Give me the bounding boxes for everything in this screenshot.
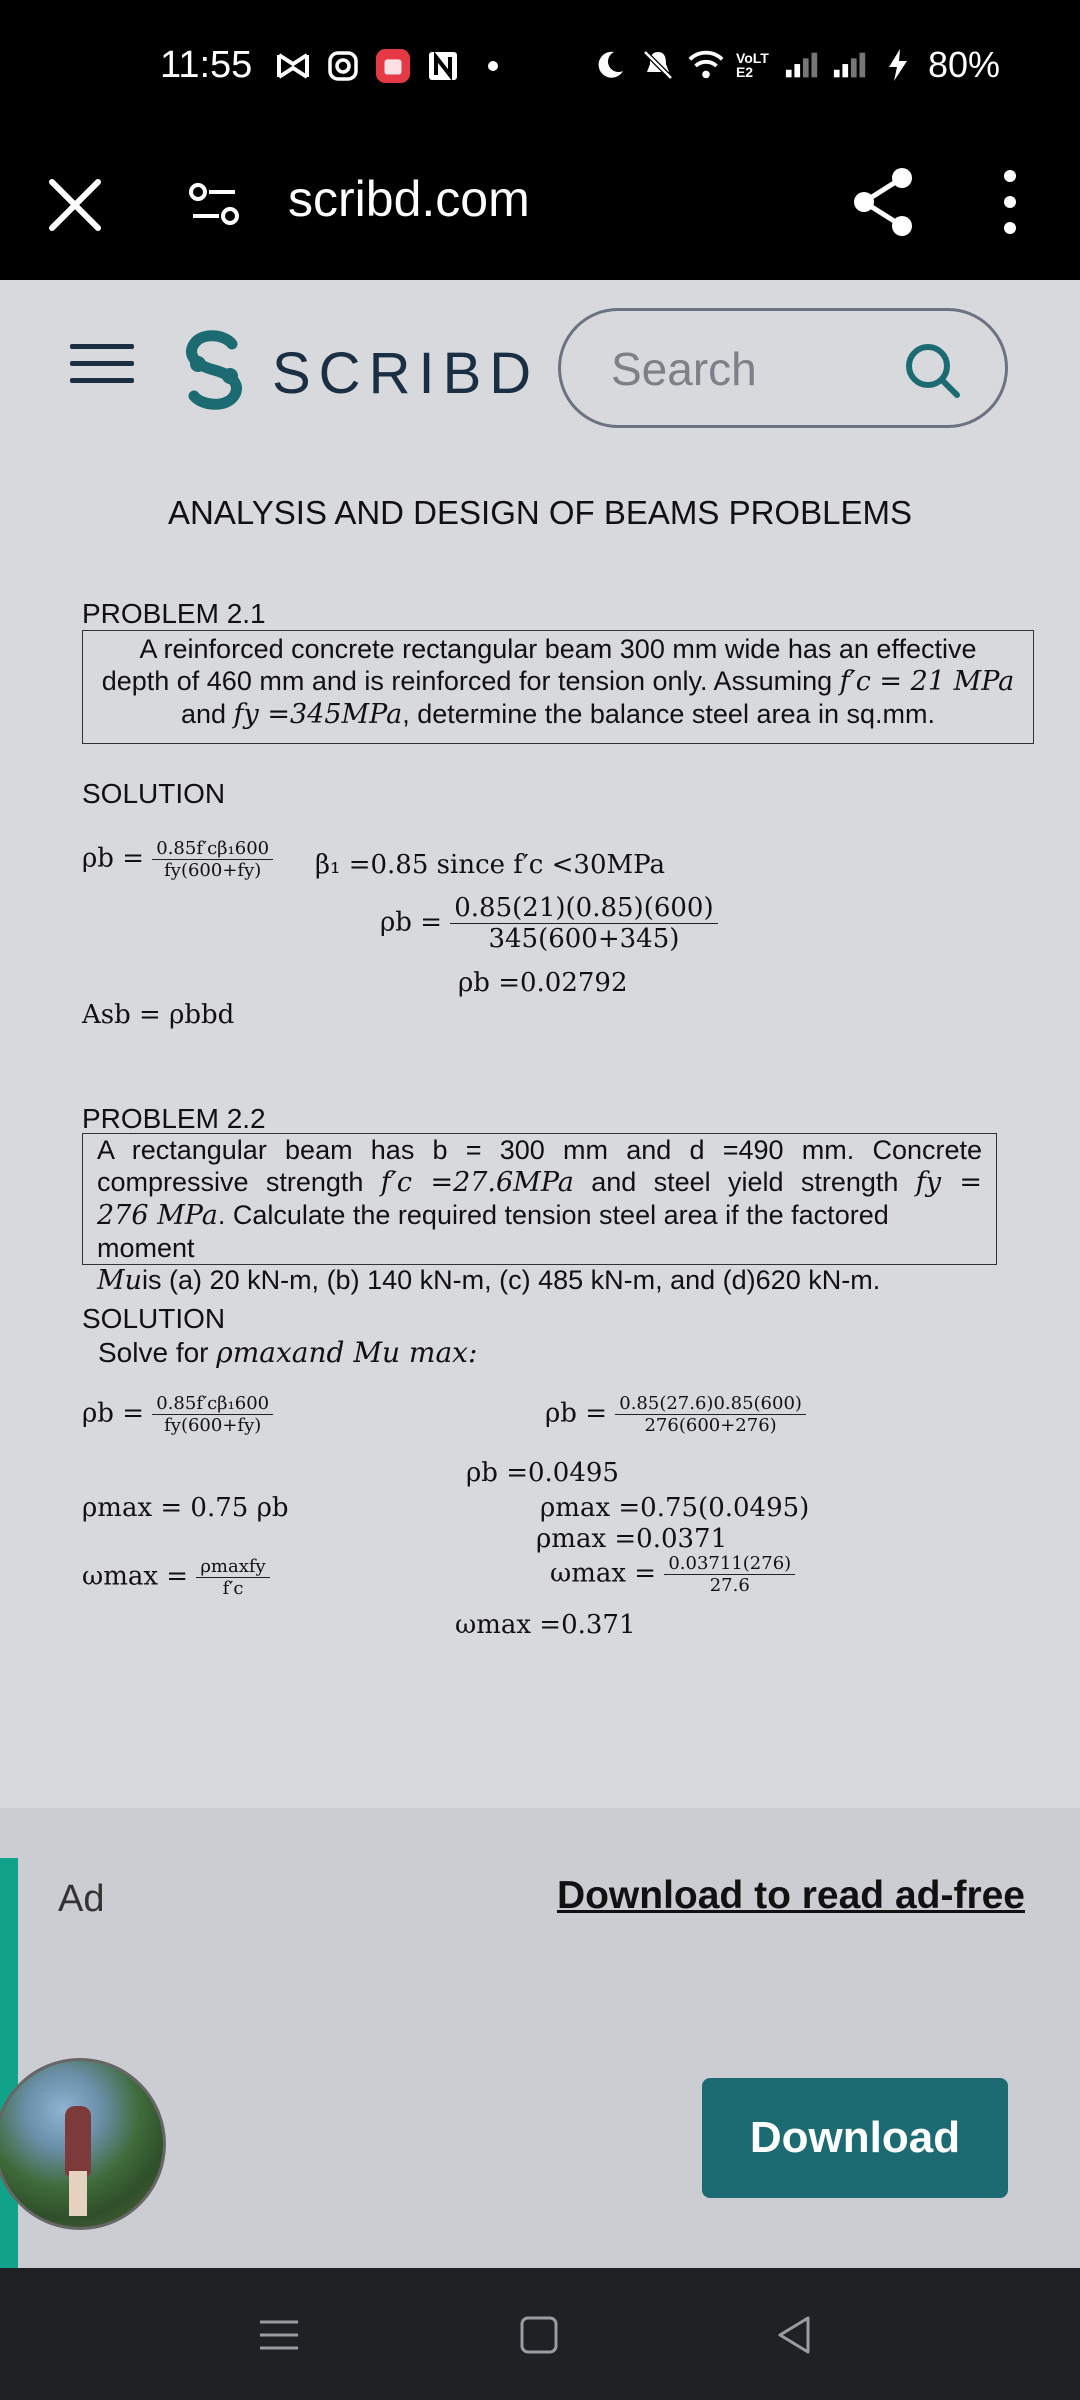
instagram-icon (325, 48, 361, 84)
recents-icon[interactable] (254, 2310, 304, 2360)
ad-label: Ad (58, 1878, 105, 1920)
eq2-rho-max: ρmax = 0.75 ρb (82, 1493, 289, 1523)
mu-symbol: Mu (97, 1265, 143, 1296)
status-bar (0, 0, 1080, 140)
eq-rho-b-substituted (380, 893, 718, 954)
eq2-rho-max-substituted: ρmax =0.75(0.0495) (540, 1493, 810, 1523)
capcut-icon (275, 48, 311, 84)
scribd-logo-text[interactable]: SCRIBD (272, 341, 540, 406)
eq-rho-b-result: ρb =0.02792 (458, 968, 628, 998)
floating-avatar[interactable] (0, 2058, 166, 2230)
sale-app-icon (375, 48, 411, 84)
download-button[interactable]: Download (702, 2078, 1008, 2198)
eq-numerator: 0.85f′cβ₁600 (152, 838, 273, 860)
search-box[interactable] (558, 308, 1008, 428)
eq-denominator: fy(600+fy) (164, 1415, 262, 1436)
ad-banner (0, 1808, 1080, 2268)
problem-2-1-text: , determine the balance steel area in sq.mm. (402, 699, 936, 729)
solve-for-math: ρmaxand Mu max: (216, 1336, 478, 1369)
eq-lhs: ρb = (380, 907, 442, 938)
eq-lhs: ωmax = (550, 1558, 657, 1589)
signal-icon-1 (784, 47, 820, 83)
document-title: ANALYSIS AND DESIGN OF BEAMS PROBLEMS (168, 494, 912, 531)
problem-2-1-text: depth of 460 mm and is reinforced for tension only. Assuming (101, 666, 840, 696)
problem-2-2-text: . Calculate the required tension steel area if the factored moment (97, 1200, 889, 1263)
site-settings-icon[interactable] (185, 174, 245, 234)
problem-2-2-heading: PROBLEM 2.2 (82, 1103, 266, 1134)
home-icon[interactable] (514, 2310, 564, 2360)
problem-2-2-text: is (a) 20 kN-m, (b) 140 kN-m, (c) 485 kN-m, and (d)620 kN-m. (142, 1265, 881, 1295)
fy-value: fy = (915, 1167, 983, 1198)
mute-icon (640, 47, 676, 83)
problem-2-2-line4 (97, 1264, 982, 1297)
eq-denominator: 276(600+276) (644, 1415, 777, 1436)
eq-lhs: ρb = (545, 1398, 607, 1429)
eq-numerator: 0.85(27.6)0.85(600) (615, 1393, 806, 1415)
problem-2-2-text: and steel yield strength (573, 1167, 916, 1197)
site-header (0, 280, 1080, 458)
eq-lhs: ωmax = (82, 1561, 189, 1592)
solution-heading-1: SOLUTION (82, 778, 226, 809)
eq-denominator: 345(600+345) (488, 924, 680, 954)
url-bar[interactable]: scribd.com (288, 171, 530, 227)
problem-2-1-line2 (83, 665, 1033, 698)
eq-numerator: ρmaxfy (196, 1556, 269, 1578)
system-icons (592, 44, 1000, 86)
problem-2-2-line1: A rectangular beam has b = 300 mm and d =490 mm. Concrete (97, 1135, 982, 1165)
more-options-icon[interactable] (980, 162, 1040, 242)
search-input[interactable] (611, 339, 901, 399)
problem-2-1-line1: A reinforced concrete rectangular beam 300 mm wide has an effective (139, 634, 977, 664)
eq-denominator: fy(600+fy) (164, 860, 262, 881)
moon-icon (592, 47, 628, 83)
eq-denominator: f′c (222, 1578, 244, 1599)
hamburger-menu-icon[interactable] (70, 344, 134, 394)
dot-icon (475, 48, 511, 84)
eq2-rho-max-value: ρmax =0.0371 (536, 1524, 728, 1554)
notification-icons (275, 48, 511, 84)
browser-toolbar (0, 140, 1080, 280)
eq-lhs: ρb = (82, 843, 144, 874)
system-nav-bar (0, 2268, 1080, 2400)
document-page (0, 458, 1080, 1808)
wifi-icon (688, 47, 724, 83)
eq2-omega-value: ωmax =0.371 (455, 1610, 636, 1640)
ad-accent-strip (0, 1858, 18, 2268)
close-icon[interactable] (40, 170, 110, 240)
n-app-icon (425, 48, 461, 84)
problem-2-2-statement (82, 1133, 997, 1296)
share-icon[interactable] (848, 162, 918, 242)
eq2-omega-substituted (550, 1553, 795, 1596)
eq2-omega-formula (82, 1556, 270, 1599)
battery-percentage: 80% (927, 44, 1000, 85)
scribd-logo-icon[interactable] (180, 330, 248, 410)
eq-denominator: 27.6 (709, 1575, 750, 1596)
eq2-rho-b-value: ρb =0.0495 (466, 1458, 619, 1488)
eq2-rho-b-substituted (545, 1393, 806, 1436)
eq-numerator: 0.03711(276) (664, 1553, 795, 1575)
problem-2-1-line3 (83, 698, 1033, 731)
charging-icon (880, 47, 916, 83)
eq2-rho-b-formula (82, 1393, 273, 1436)
fy-value: fy =345MPa (233, 699, 403, 730)
eq-numerator: 0.85(21)(0.85)(600) (450, 893, 717, 924)
problem-2-1-text: and (180, 699, 234, 729)
solve-for-text: Solve for (98, 1337, 217, 1368)
eq-beta: β₁ =0.85 since f′c <30MPa (315, 850, 665, 880)
fc-value: f′c = 21 MPa (839, 666, 1015, 697)
solve-for-line (98, 1336, 477, 1369)
eq-numerator: 0.85f′cβ₁600 (152, 1393, 273, 1415)
problem-2-1-heading: PROBLEM 2.1 (82, 598, 266, 629)
back-icon[interactable] (770, 2310, 820, 2360)
eq-lhs: ρb = (82, 1398, 144, 1429)
download-ad-free-link[interactable]: Download to read ad-free (556, 1874, 1025, 1917)
eq-asb: Asb = ρbbd (82, 1000, 235, 1030)
volte-label: VoLTE2 (735, 50, 769, 80)
problem-2-2-text: compressive strength (97, 1167, 381, 1197)
fy-value: 276 MPa (97, 1200, 218, 1231)
search-icon[interactable] (901, 339, 963, 401)
eq-rho-b-formula (82, 838, 273, 881)
problem-2-2-line2 (97, 1166, 982, 1199)
problem-2-1-statement (82, 630, 1034, 744)
solution-heading-2: SOLUTION (82, 1303, 226, 1334)
fc-value: f′c =27.6MPa (380, 1167, 574, 1198)
signal-icon-2 (832, 47, 868, 83)
problem-2-2-line3 (97, 1199, 982, 1264)
clock: 11:55 (160, 44, 253, 86)
